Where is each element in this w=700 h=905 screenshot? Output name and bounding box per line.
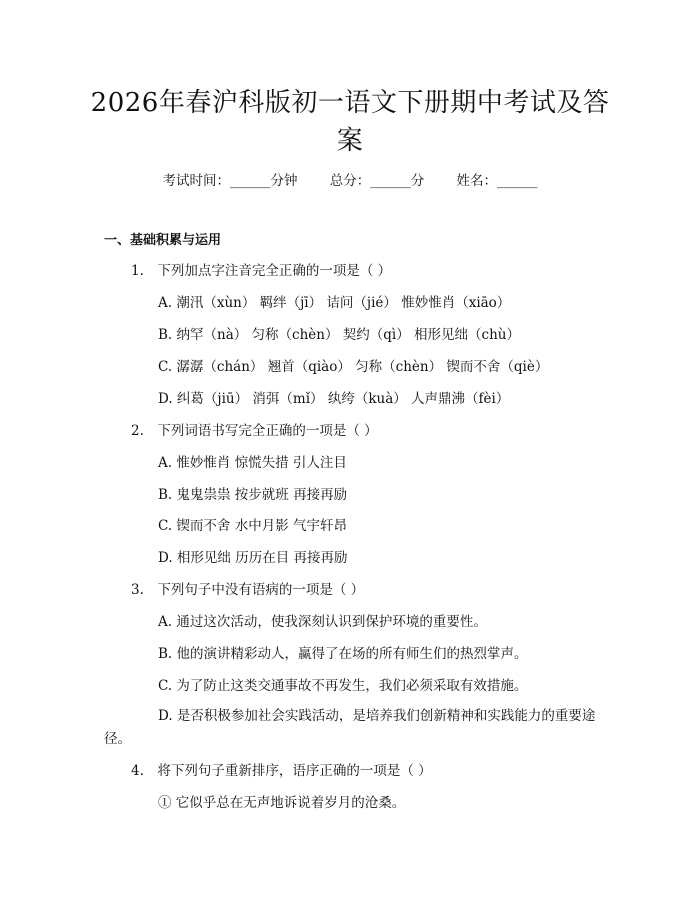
q2-option-b: B. 鬼鬼祟祟 按步就班 再接再励 xyxy=(158,487,348,503)
question-2: 2. 下列词语书写完全正确的一项是（ ） xyxy=(131,423,378,439)
section-heading: 一、基础积累与运用 xyxy=(104,233,222,248)
q3-option-d: D. 是否积极参加社会实践活动，是培养我们创新精神和实践能力的重要途径。 xyxy=(104,708,596,747)
page-title: 2026年春沪科版初一语文下册期中考试及答案 xyxy=(90,88,610,156)
student-name: 姓名：______ xyxy=(456,173,538,189)
exam-meta xyxy=(0,169,700,189)
question-4: 4. 将下列句子重新排序，语序正确的一项是（ ） xyxy=(131,763,432,779)
total-score: 总分：______分 xyxy=(329,173,425,189)
q3-option-b: B. 他的演讲精彩动人，赢得了在场的所有师生们的热烈掌声。 xyxy=(158,646,528,662)
q1-option-b: B. 纳罕（nà） 匀称（chèn） 契约（qì） 相形见绌（chù） xyxy=(158,327,520,343)
q3-option-a: A. 通过这次活动，使我深刻认识到保护环境的重要性。 xyxy=(158,614,487,630)
question-1: 1. 下列加点字注音完全正确的一项是（ ） xyxy=(131,263,392,279)
q2-option-d: D. 相形见绌 历历在目 再接再励 xyxy=(158,550,348,566)
exam-time: 考试时间：______分钟 xyxy=(162,173,298,189)
question-3: 3. 下列句子中没有语病的一项是（ ） xyxy=(131,582,365,598)
q2-option-a: A. 惟妙惟肖 惊慌失措 引人注目 xyxy=(158,455,347,471)
q2-option-c: C. 锲而不舍 水中月影 气宇轩昂 xyxy=(158,518,348,534)
q1-option-c: C. 潺潺（chán） 翘首（qiào） 匀称（chèn） 锲而不舍（qiè） xyxy=(158,359,549,375)
q1-option-d: D. 纠葛（jiū） 消弭（mǐ） 纨绔（kuà） 人声鼎沸（fèi） xyxy=(158,391,510,407)
q3-option-c: C. 为了防止这类交通事故不再发生，我们必须采取有效措施。 xyxy=(158,678,528,694)
q1-option-a: A. 潮汛（xùn） 羁绊（jī） 诘问（jié） 惟妙惟肖（xiāo） xyxy=(158,295,511,311)
q4-sentence-1: ① 它似乎总在无声地诉说着岁月的沧桑。 xyxy=(158,795,406,811)
